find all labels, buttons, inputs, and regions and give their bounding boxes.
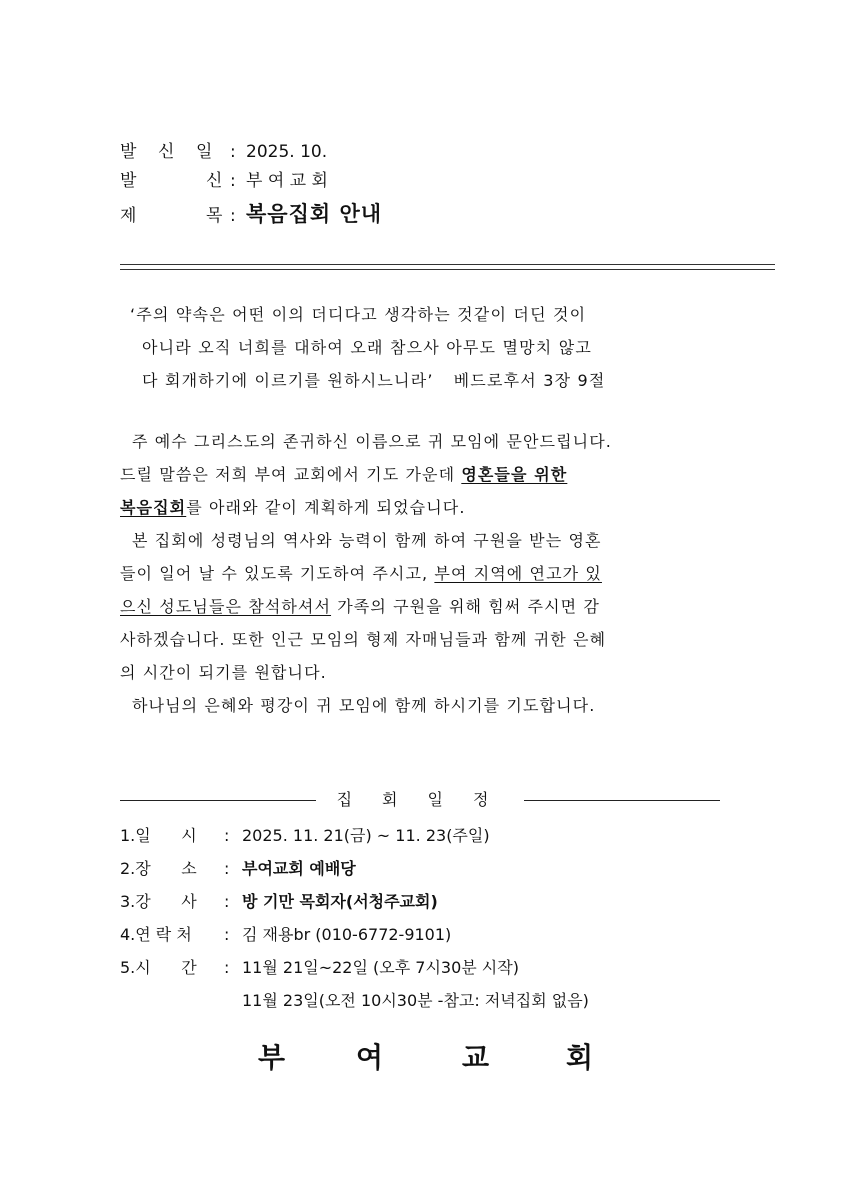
schedule-item-time-2	[120, 984, 740, 1017]
verse-text: 다 회개하기에 이르기를 원하시느니라’	[142, 371, 434, 390]
sender-row: 발 신 : 부 여 교 회	[120, 166, 328, 196]
date-label: 발 신 일	[120, 142, 213, 162]
schedule-title: 집회일정	[336, 790, 519, 809]
body-line: 사하겠습니다. 또한 인근 모임의 형제 자매님들과 함께 귀한 은혜	[120, 630, 607, 649]
schedule-heading	[120, 787, 720, 813]
underlined-text: 부여 지역에 연고가 있	[434, 564, 602, 583]
church-signature	[240, 1036, 600, 1086]
signature-char: 회	[566, 1041, 594, 1074]
heading-rule-left	[120, 800, 316, 801]
underlined-text: 으신 성도님들은 참석하셔서	[120, 597, 332, 616]
item-value: 2025. 11. 21(금) ~ 11. 23(주일)	[242, 826, 490, 845]
item-value: 11월 21일~22일 (오후 7시30분 시작)	[242, 958, 519, 977]
item-label: 5.시 간	[120, 958, 197, 977]
heading-rule-right	[524, 800, 720, 801]
item-label: 3.강 사	[120, 892, 197, 911]
schedule-item-place: 2.장 소 : 부여교회 예배당	[120, 852, 740, 885]
body-line: 복음집회를 아래와 같이 계획하게 되었습니다.	[120, 498, 466, 517]
body-line: 으신 성도님들은 참석하셔서 가족의 구원을 위해 힘써 주시면 감	[120, 597, 600, 616]
signature-char: 교	[462, 1041, 490, 1074]
item-value: 방 기만 목회자(서청주교회)	[242, 892, 438, 911]
body-line: 들이 일어 날 수 있도록 기도하여 주시고, 부여 지역에 연고가 있	[120, 564, 602, 583]
emphasis-text: 영혼들을 위한	[461, 465, 568, 484]
divider-rule-top	[120, 264, 775, 265]
body-line: 본 집회에 성령님의 역사와 능력이 함께 하여 구원을 받는 영혼	[132, 531, 602, 550]
date-value: 2025. 10.	[246, 142, 328, 162]
signature-char: 부	[258, 1041, 286, 1074]
verse-line: 아니라 오직 너희를 대하여 오래 참으사 아무도 멸망치 않고	[142, 338, 593, 357]
item-label: 2.장 소	[120, 859, 197, 878]
schedule-item-date: 1.일 시 : 2025. 11. 21(금) ~ 11. 23(주일)	[120, 819, 740, 852]
verse-line	[130, 364, 730, 397]
signature-char: 여	[356, 1041, 384, 1074]
subject-row: 제 목 : 복음집회 안내	[120, 197, 382, 231]
item-value: 김 재용br (010-6772-9101)	[242, 925, 452, 944]
subject-label: 제 목	[120, 206, 223, 226]
body-line: 드릴 말씀은 저희 부여 교회에서 기도 가운데 영혼들을 위한	[120, 465, 568, 484]
schedule-item-contact: 4.연 락 처 : 김 재용br (010-6772-9101)	[120, 918, 740, 951]
letter-body	[120, 425, 730, 722]
divider-rule-bottom	[120, 269, 775, 270]
sender-value: 부 여 교 회	[246, 171, 328, 191]
body-line: 주 예수 그리스도의 존귀하신 이름으로 귀 모임에 문안드립니다.	[132, 432, 612, 451]
bible-verse	[130, 298, 730, 397]
sender-label: 발 신	[120, 171, 223, 191]
emphasis-text: 복음집회	[120, 498, 187, 517]
body-line: 하나님의 은혜와 평강이 귀 모임에 함께 하시기를 기도합니다.	[132, 696, 596, 715]
subject-value: 복음집회 안내	[246, 202, 383, 226]
verse-line: ‘주의 약속은 어떤 이의 더디다고 생각하는 것같이 더딘 것이	[130, 305, 587, 324]
schedule-item-time: 5.시 간 : 11월 21일~22일 (오후 7시30분 시작)	[120, 951, 740, 984]
item-label: 1.일 시	[120, 826, 197, 845]
schedule-list	[120, 819, 740, 1017]
item-value: 부여교회 예배당	[242, 859, 356, 878]
item-value: 11월 23일(오전 10시30분 -참고: 저녁집회 없음)	[242, 991, 589, 1010]
date-row: 발 신 일 : 2025. 10.	[120, 137, 327, 167]
schedule-item-speaker: 3.강 사 : 방 기만 목회자(서청주교회)	[120, 885, 740, 918]
body-line: 의 시간이 되기를 원합니다.	[120, 663, 327, 682]
item-label: 4.연 락 처	[120, 925, 192, 944]
verse-reference: 베드로후서 3장 9절	[453, 371, 606, 390]
